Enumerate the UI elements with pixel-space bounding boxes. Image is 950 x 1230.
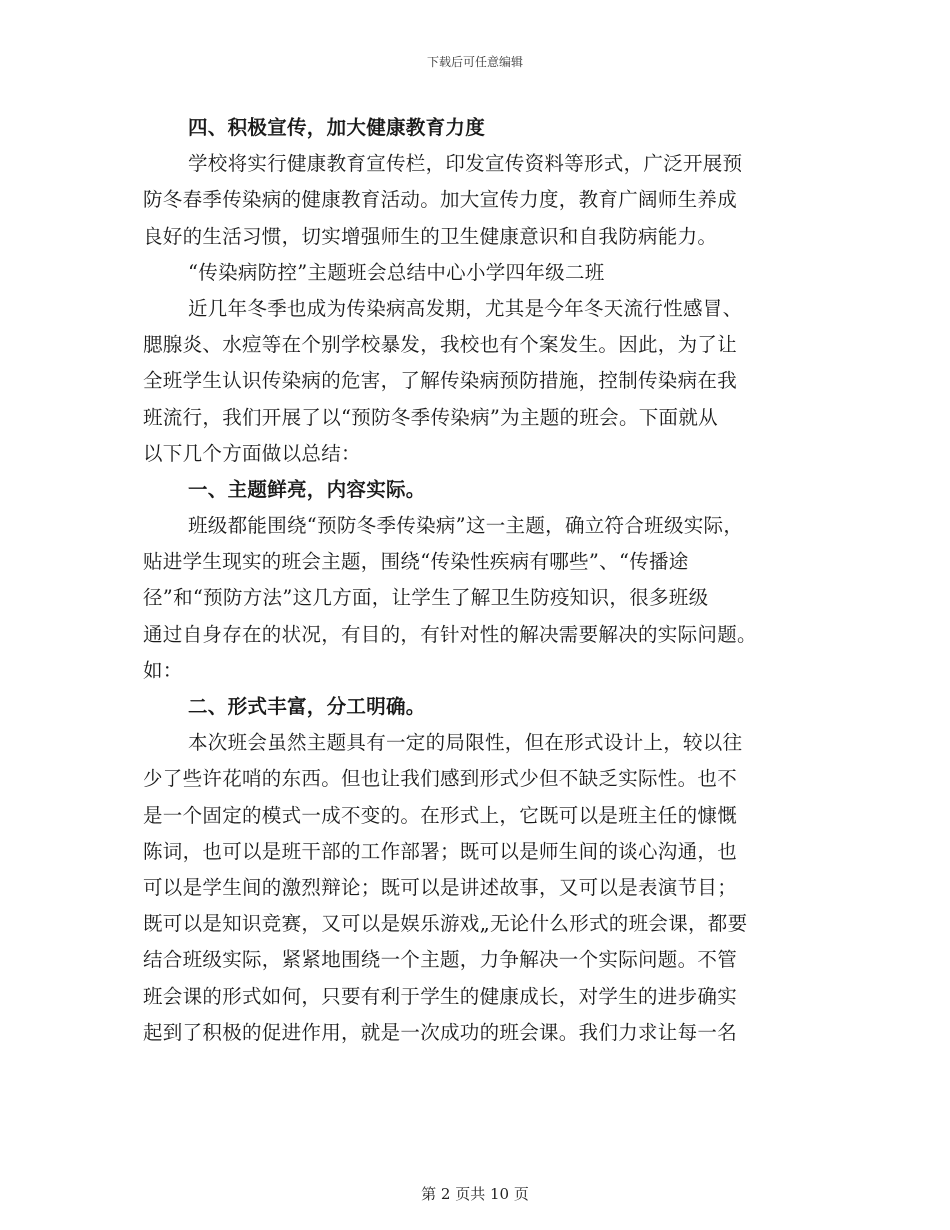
paragraph-line: 既可以是知识竞赛，又可以是娱乐游戏„无论什么形式的班会课，都要 <box>143 912 748 936</box>
paragraph-line: 可以是学生间的激烈辩论；既可以是讲述故事，又可以是表演节目； <box>143 875 738 899</box>
paragraph-line: 通过自身存在的状况，有目的，有针对性的解决需要解决的实际问题。 <box>143 622 757 646</box>
paragraph-line: 学校将实行健康教育宣传栏，印发宣传资料等形式，广泛开展预 <box>188 152 743 176</box>
paragraph-line: 如： <box>143 658 183 682</box>
paragraph-line: 陈词，也可以是班干部的工作部署；既可以是师生间的谈心沟通，也 <box>143 839 738 863</box>
page-footer: 第 2 页共 10 页 <box>421 1185 529 1203</box>
paragraph-line: 班会课的形式如何，只要有利于学生的健康成长，对学生的进步确实 <box>143 984 738 1008</box>
paragraph-line: 贴进学生现实的班会主题，围绕“传染性疾病有哪些”、“传播途 <box>143 550 689 574</box>
paragraph-line: 良好的生活习惯，切实增强师生的卫生健康意识和自我防病能力。 <box>143 224 718 248</box>
paragraph-line: 近几年冬季也成为传染病高发期，尤其是今年冬天流行性感冒、 <box>188 296 743 320</box>
section-heading: 四、积极宣传，加大健康教育力度 <box>188 116 486 139</box>
paragraph-line: 结合班级实际，紧紧地围绕一个主题，力争解决一个实际问题。不管 <box>143 948 738 972</box>
page-header: 下载后可任意编辑 <box>426 55 523 69</box>
document-body <box>143 110 808 1051</box>
section-heading: 一、主题鲜亮，内容实际。 <box>188 477 426 501</box>
paragraph-line: 班流行，我们开展了以“预防冬季传染病”为主题的班会。下面就从 <box>143 405 718 429</box>
paragraph-line: 防冬春季传染病的健康教育活动。加大宣传力度，教育广阔师生养成 <box>143 188 738 212</box>
paragraph-line: 班级都能围绕“预防冬季传染病”这一主题，确立符合班级实际， <box>188 514 744 538</box>
paragraph-line: 少了些许花哨的东西。但也让我们感到形式少但不缺乏实际性。也不 <box>143 767 738 791</box>
section-heading: 二、形式丰富，分工明确。 <box>188 695 426 718</box>
paragraph-line: 起到了积极的促进作用，就是一次成功的班会课。我们力求让每一名 <box>143 1020 738 1044</box>
paragraph-line: 腮腺炎、水痘等在个别学校暴发，我校也有个案发生。因此，为了让 <box>143 333 738 357</box>
paragraph-line: 径”和“预防方法”这几方面，让学生了解卫生防疫知识，很多班级 <box>143 586 709 610</box>
document-title: “传染病防控”主题班会总结中心小学四年级二班 <box>188 260 605 284</box>
paragraph-line: 以下几个方面做以总结： <box>143 441 361 465</box>
paragraph-line: 全班学生认识传染病的危害，了解传染病预防措施，控制传染病在我 <box>143 369 738 393</box>
paragraph-line: 是一个固定的模式一成不变的。在形式上，它既可以是班主任的慷慨 <box>143 803 738 827</box>
paragraph-line: 本次班会虽然主题具有一定的局限性，但在形式设计上，较以往 <box>188 731 743 755</box>
